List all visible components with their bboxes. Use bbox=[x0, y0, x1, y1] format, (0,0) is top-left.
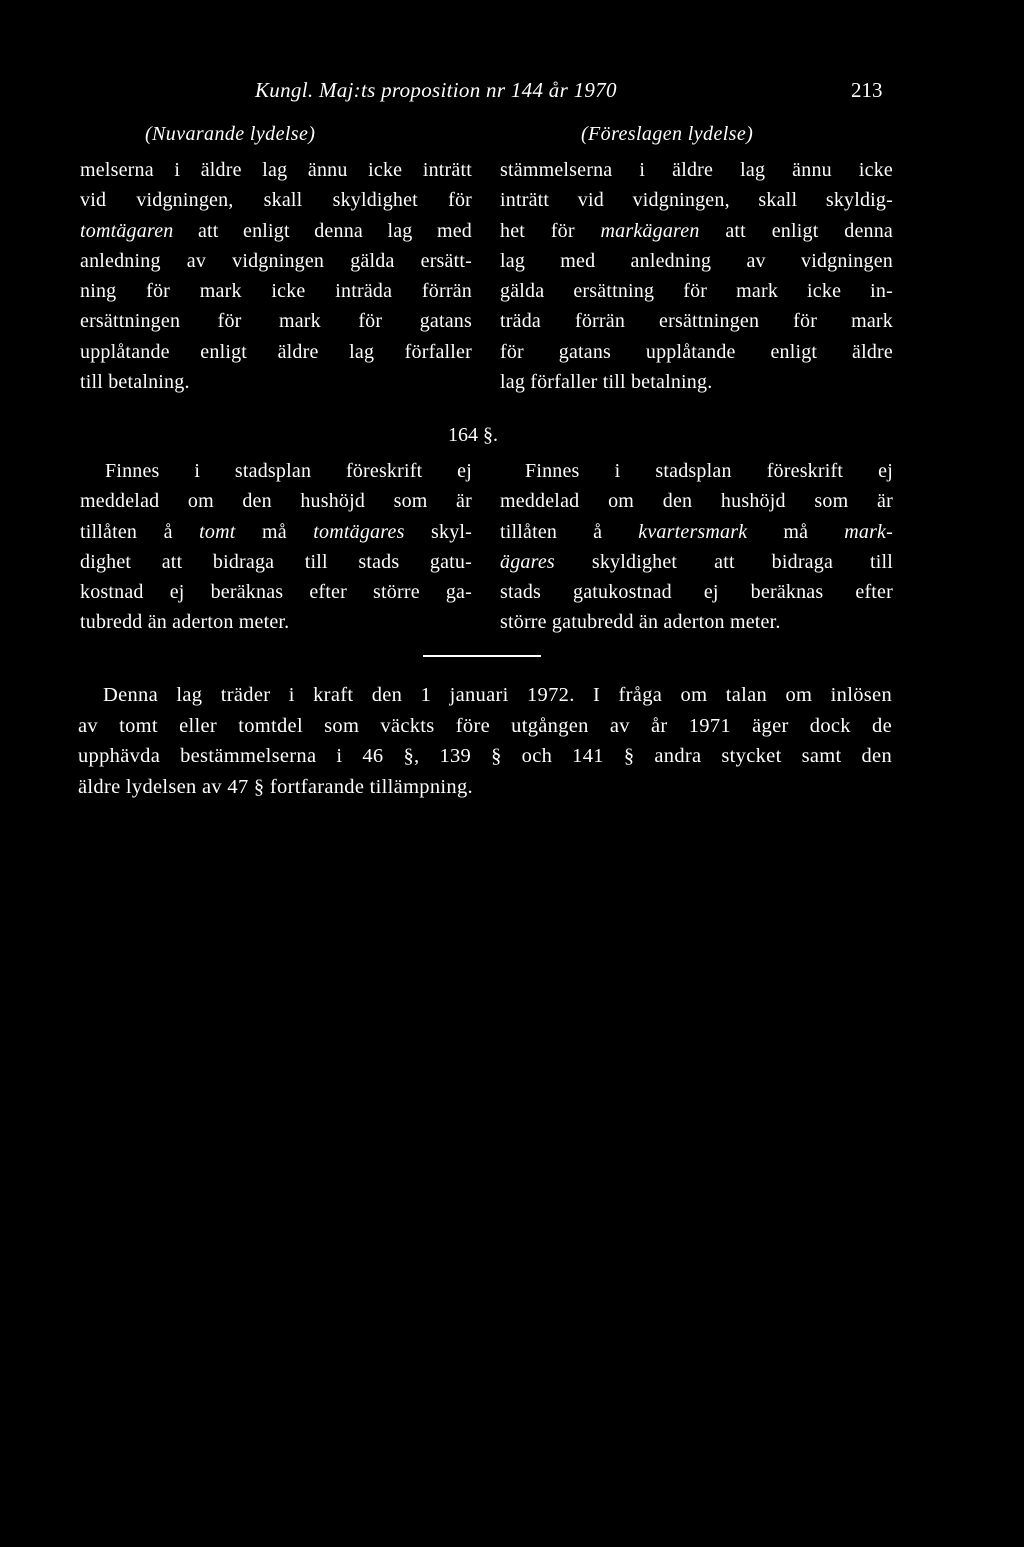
text-fragment: att enligt denna lag med bbox=[197, 219, 472, 242]
text-line: för gatans upplåtande enligt äldre bbox=[500, 340, 893, 363]
text-line: vid vidgningen, skall skyldighet för bbox=[80, 189, 472, 212]
text-line bbox=[500, 547, 893, 577]
text-line: meddelad om den hushöjd som är bbox=[500, 490, 893, 513]
text-line bbox=[500, 517, 893, 547]
text-line: lag med anledning av vidgningen bbox=[500, 249, 893, 272]
text-fragment: att enligt denna bbox=[725, 219, 893, 242]
emphasized-term: kvartersmark bbox=[638, 520, 748, 543]
page-number: 213 bbox=[851, 78, 883, 102]
text-line: ersättningen för mark för gatans bbox=[80, 310, 472, 333]
text-line bbox=[80, 517, 472, 547]
text-line: gälda ersättning för mark icke in- bbox=[500, 280, 893, 303]
emphasized-term: mark- bbox=[844, 520, 893, 543]
text-line: ning för mark icke inträda förrän bbox=[80, 280, 472, 303]
text-fragment: skyldighet att bidraga till bbox=[591, 550, 894, 573]
emphasized-term: markägaren bbox=[600, 219, 700, 242]
text-line: anledning av vidgningen gälda ersätt- bbox=[80, 249, 472, 272]
proposed-wording-heading: (Föreslagen lydelse) bbox=[581, 123, 754, 145]
proposed-wording-paragraph-1 bbox=[500, 155, 893, 397]
text-line: träda förrän ersättningen för mark bbox=[500, 310, 893, 333]
text-line: stämmelserna i äldre lag ännu icke bbox=[500, 159, 893, 181]
text-line: till betalning. bbox=[80, 371, 190, 394]
text-line: av tomt eller tomtdel som väckts före utgången av år 1971 äger dock de bbox=[78, 714, 892, 737]
text-line: dighet att bidraga till stads gatu- bbox=[80, 550, 472, 573]
text-line: Denna lag träder i kraft den 1 januari 1972. I fråga om talan om inlösen bbox=[103, 684, 892, 706]
emphasized-term: tomtägares bbox=[313, 520, 405, 543]
emphasized-term: ägares bbox=[500, 550, 555, 573]
text-line: lag förfaller till betalning. bbox=[500, 371, 713, 394]
text-line: upphävda bestämmelserna i 46 §, 139 § och 141 § andra stycket samt den bbox=[78, 745, 892, 767]
text-line bbox=[80, 216, 472, 246]
text-fragment: må bbox=[783, 520, 809, 543]
text-line: upplåtande enligt äldre lag förfaller bbox=[80, 340, 472, 363]
current-wording-heading: (Nuvarande lydelse) bbox=[145, 123, 316, 145]
text-fragment: het för bbox=[500, 219, 575, 242]
running-header-title: Kungl. Maj:ts proposition nr 144 år 1970 bbox=[255, 78, 617, 102]
emphasized-term: tomt bbox=[199, 520, 236, 543]
text-fragment: tillåten å bbox=[80, 520, 173, 543]
text-line: Finnes i stadsplan föreskrift ej bbox=[105, 460, 472, 482]
text-line: inträtt vid vidgningen, skall skyldig- bbox=[500, 189, 893, 212]
section-divider bbox=[423, 655, 541, 657]
emphasized-term: tomtägaren bbox=[80, 219, 174, 242]
current-wording-paragraph-1 bbox=[80, 155, 472, 397]
text-line: större gatubredd än aderton meter. bbox=[500, 611, 781, 634]
text-fragment: tillåten å bbox=[500, 520, 603, 543]
current-wording-paragraph-2 bbox=[80, 456, 472, 638]
section-number: 164 §. bbox=[448, 424, 498, 446]
text-fragment: skyl- bbox=[431, 520, 473, 543]
text-fragment: må bbox=[261, 520, 287, 543]
text-line: Finnes i stadsplan föreskrift ej bbox=[525, 460, 893, 482]
text-line bbox=[500, 216, 893, 246]
transitional-provision-paragraph bbox=[78, 680, 892, 802]
text-line: äldre lydelsen av 47 § fortfarande tillämpning. bbox=[78, 775, 473, 798]
text-line: kostnad ej beräknas efter större ga- bbox=[80, 581, 472, 604]
text-line: melserna i äldre lag ännu icke inträtt bbox=[80, 159, 472, 181]
text-line: stads gatukostnad ej beräknas efter bbox=[500, 581, 893, 604]
text-line: meddelad om den hushöjd som är bbox=[80, 490, 472, 513]
proposed-wording-paragraph-2 bbox=[500, 456, 893, 638]
text-line: tubredd än aderton meter. bbox=[80, 611, 290, 634]
